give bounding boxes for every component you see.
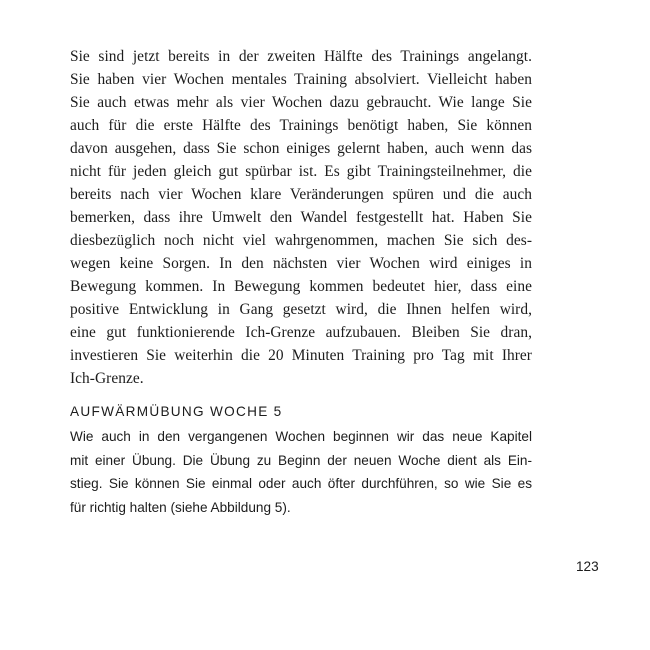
body-line: Ich-Grenze. xyxy=(70,370,144,387)
section-line: Wie auch in den vergangenen Wochen beginnen wir das neue Kapitel xyxy=(70,429,532,444)
section-line: mit einer Übung. Die Übung zu Beginn der neuen Woche dient als Ein- xyxy=(70,452,532,468)
body-line: davon ausgehen, dass Sie schon einiges gelernt haben, auch wenn das xyxy=(70,140,532,157)
section-text xyxy=(70,425,532,519)
body-line: bemerken, dass ihre Umwelt den Wandel festgestellt hat. Haben Sie xyxy=(70,209,532,226)
section-heading: AUFWÄRMÜBUNG WOCHE 5 xyxy=(70,404,283,419)
body-line: eine gut funktionierende Ich-Grenze aufzubauen. Bleiben Sie dran, xyxy=(70,324,532,341)
page-number: 123 xyxy=(576,559,599,574)
body-line: diesbezüglich noch nicht viel wahrgenommen, machen Sie sich des- xyxy=(70,232,532,249)
body-line: auch für die erste Hälfte des Trainings benötigt haben, Sie können xyxy=(70,117,532,134)
body-line: investieren Sie weiterhin die 20 Minuten Training pro Tag mit Ihrer xyxy=(70,347,532,364)
body-line: Sie haben vier Wochen mentales Training absolviert. Vielleicht haben xyxy=(70,71,532,88)
body-line: bereits nach vier Wochen klare Veränderungen spüren und die auch xyxy=(70,186,532,203)
body-line: Sie sind jetzt bereits in der zweiten Hälfte des Trainings angelangt. xyxy=(70,48,532,65)
body-line: positive Entwicklung in Gang gesetzt wird, die Ihnen helfen wird, xyxy=(70,301,532,318)
body-line: Sie auch etwas mehr als vier Wochen dazu gebraucht. Wie lange Sie xyxy=(70,94,532,111)
section-line: stieg. Sie können Sie einmal oder auch öfter durchführen, so wie Sie es xyxy=(70,476,532,491)
body-line: wegen keine Sorgen. In den nächsten vier Wochen wird einiges in xyxy=(70,255,532,272)
section-line: für richtig halten (siehe Abbildung 5). xyxy=(70,499,291,515)
body-line: Bewegung kommen. In Bewegung kommen bedeutet hier, dass eine xyxy=(70,278,532,295)
body-text xyxy=(70,45,532,390)
body-line: nicht für jeden gleich gut spürbar ist. Es gibt Trainingsteilnehmer, die xyxy=(70,163,532,180)
